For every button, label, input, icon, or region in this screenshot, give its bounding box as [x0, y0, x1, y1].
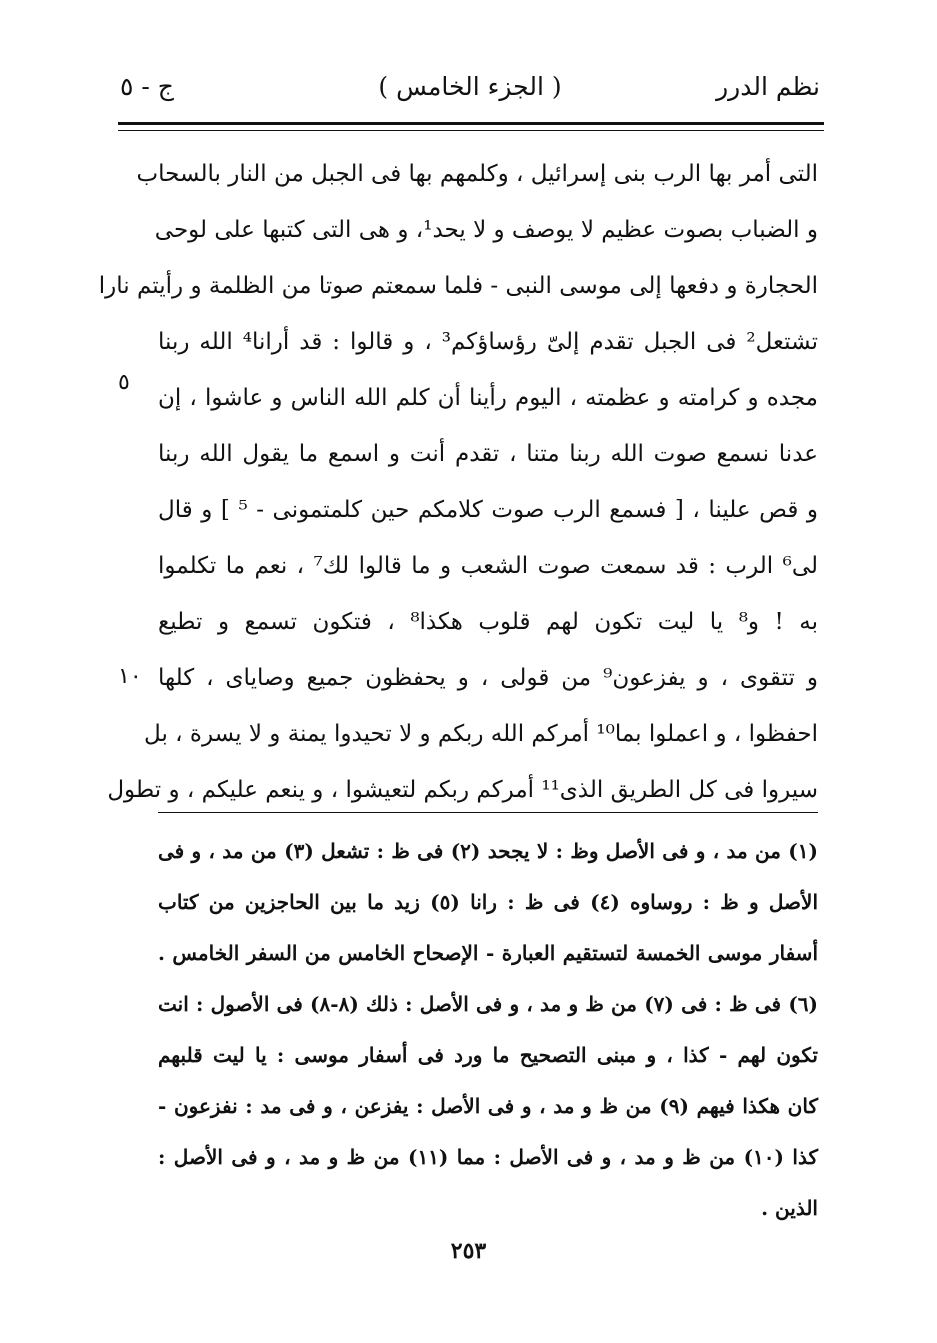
footnote-line: (٦) فى ظ : فى (٧) من ظ و مد ، و فى الأصل : ذلك (٨-٨) فى الأصول : انت — [158, 992, 819, 1016]
text-line: عدنا نسمع صوت الله ربنا متنا ، تقدم أنت و اسمع ما يقول الله ربنا — [158, 441, 818, 467]
page-number: ٢٥٣ — [450, 1238, 487, 1264]
part-title: ( الجزء الخامس ) — [378, 72, 562, 101]
footnote-line: (١) من مد ، و فى الأصل وظ : لا يجحد (٢) فى ظ : تشعل (٣) من مد ، و فى — [158, 839, 818, 863]
text-line: احفظوا ، و اعملوا بما¹⁰ أمركم الله ربكم و لا تحيدوا يمنة و لا يسرة ، بل — [144, 721, 818, 747]
header-rule-thin — [118, 130, 824, 131]
footnotes — [158, 826, 818, 1234]
footnote-line: الذين . — [761, 1196, 818, 1220]
text-line: التى أمر بها الرب بنى إسرائيل ، وكلمهم بها فى الجبل من النار بالسحاب — [136, 161, 818, 187]
text-line: به ! و⁸ يا ليت تكون لهم قلوب هكذا⁸ ، فتكون تسمع و تطيع — [158, 609, 818, 635]
text-line: مجده و كرامته و عظمته ، اليوم رأينا أن كلم الله الناس و عاشوا ، إن — [158, 385, 818, 411]
footnote-line: كذا (١٠) من ظ و مد ، و فى الأصل : مما (١١) من ظ و مد ، و فى الأصل : — [158, 1145, 818, 1169]
text-line: و الضباب بصوت عظيم لا يوصف و لا يحد¹، و هى التى كتبها على لوحى — [154, 217, 818, 243]
page-header — [120, 66, 820, 116]
volume-label: ج - ٥ — [120, 72, 174, 101]
text-line: و تتقوى ، و يفزعون⁹ من قولى ، و يحفظون جميع وصاياى ، كلها — [158, 665, 818, 691]
text-line: سيروا فى كل الطريق الذى¹¹ أمركم ربكم لتعيشوا ، و ينعم عليكم ، و تطول — [107, 777, 818, 803]
line-number-marker: ٥ — [118, 370, 130, 395]
footnote-separator — [158, 812, 818, 813]
text-line: الحجارة و دفعها إلى موسى النبى - فلما سمعتم صوتا من الظلمة و رأيتم نارا — [98, 273, 818, 299]
running-title: نظم الدرر — [716, 72, 820, 101]
footnote-line: أسفار موسى الخمسة لتستقيم العبارة - الإصحاح الخامس من السفر الخامس . — [158, 941, 818, 965]
text-line: و قص علينا ، [ فسمع الرب صوت كلامكم حين كلمتمونى - ⁵ ] و قال — [158, 497, 818, 523]
footnote-line: الأصل و ظ : روساوه (٤) فى ظ : رانا (٥) زيد ما بين الحاجزين من كتاب — [158, 890, 819, 914]
text-line: تشتعل² فى الجبل تقدم إلىّ رؤساؤكم³ ، و قالوا : قد أرانا⁴ الله ربنا — [158, 329, 818, 355]
line-number-marker: ١٠ — [118, 664, 142, 689]
footnote-line: تكون لهم - كذا ، و مبنى التصحيح ما ورد فى أسفار موسى : يا ليت قلبهم — [158, 1043, 818, 1067]
header-rule-thick — [118, 122, 824, 125]
footnote-line: كان هكذا فيهم (٩) من ظ و مد ، و فى الأصل : يفزعن ، و فى مد : نفزعون - — [158, 1094, 818, 1118]
text-line: لى⁶ الرب : قد سمعت صوت الشعب و ما قالوا لك⁷ ، نعم ما تكلموا — [158, 553, 819, 579]
